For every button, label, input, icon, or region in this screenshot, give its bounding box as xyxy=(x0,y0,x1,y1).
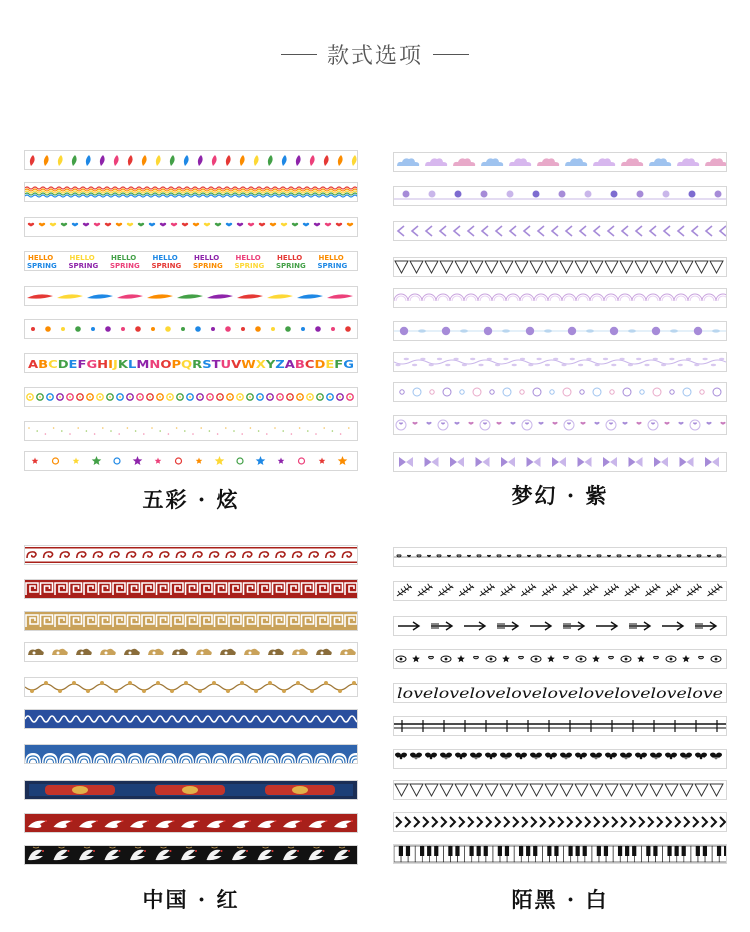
section-header xyxy=(0,34,750,74)
tape-strip-cloud-scroll xyxy=(24,545,358,565)
tape-strip-scallops xyxy=(393,288,727,308)
tape-strip-red-key-fret xyxy=(24,579,358,599)
header-left-line xyxy=(281,54,317,55)
svg-text:SPRING: SPRING xyxy=(276,262,306,270)
tape-strip-swirls xyxy=(393,382,727,402)
tape-strip-piano-keys xyxy=(393,844,727,864)
svg-text:HELLO: HELLO xyxy=(194,254,220,262)
svg-text:SPRING: SPRING xyxy=(27,262,57,270)
tape-strip-blue-sea-waves xyxy=(24,744,358,764)
svg-text:HELLO: HELLO xyxy=(318,254,344,262)
group-chinese xyxy=(24,545,358,875)
caption-dreamy: 梦幻 · 紫 xyxy=(511,483,609,508)
tape-strip-balloons xyxy=(393,186,727,206)
tape-strip-black-cranes xyxy=(24,845,358,865)
svg-text:HELLO: HELLO xyxy=(277,254,303,262)
svg-text:HELLO: HELLO xyxy=(235,254,261,262)
tape-strip-clouds xyxy=(393,152,727,172)
tape-strip-red-cranes xyxy=(24,813,358,833)
tape-strip-gold-key-fret xyxy=(24,611,358,631)
svg-text:SPRING: SPRING xyxy=(234,262,265,270)
tape-strip-dots xyxy=(24,319,358,339)
svg-text:SPRING: SPRING xyxy=(68,262,99,270)
tape-strip-feathers xyxy=(24,150,358,170)
tape-strip-arrows xyxy=(393,221,727,241)
caption-mono: 陌黑 · 白 xyxy=(511,887,609,912)
tape-strip-gold-clouds xyxy=(24,642,358,662)
tape-strip-tiny-hearts xyxy=(393,547,727,567)
header-right-line xyxy=(433,54,469,55)
svg-text:HELLO: HELLO xyxy=(111,254,137,262)
svg-text:SPRING: SPRING xyxy=(317,262,348,270)
group-colorful xyxy=(24,150,358,480)
tape-strip-arrows-doodle xyxy=(393,616,727,636)
tape-strip-enamel-panels xyxy=(24,780,358,800)
tape-strip-rainbow-waves xyxy=(24,182,358,202)
tape-strip-sparkles xyxy=(24,421,358,441)
svg-text:lovelovelovelovelovelovelovelo: lovelovelovelovelovelovelovelovelove xyxy=(397,686,723,702)
caption-chinese: 中国 · 红 xyxy=(142,887,240,912)
tape-strip-musical-lines xyxy=(393,716,727,736)
caption-colorful: 五彩 · 炫 xyxy=(142,487,240,512)
svg-text:SPRING: SPRING xyxy=(193,262,223,270)
svg-text:ABCDEFGHIJKLMNOPQRSTUVWXYZABCD: A B C D E F G H IJK L M N O P Q R S T U V W X Y Z A B C D E F G xyxy=(28,359,352,371)
tape-strip-alphabet xyxy=(24,353,358,373)
svg-text:HELLO: HELLO xyxy=(152,254,178,262)
tape-strip-hello-spring xyxy=(24,251,358,271)
tape-strip-bows xyxy=(393,452,727,472)
tape-strip-hearts xyxy=(24,217,358,237)
tape-strip-flowers xyxy=(24,387,358,407)
tape-strip-triangles xyxy=(393,257,727,277)
tape-strip-gold-flowers xyxy=(24,677,358,697)
svg-text:SPRING: SPRING xyxy=(151,262,182,270)
tape-strip-leaves xyxy=(393,352,727,372)
svg-text:SPRING: SPRING xyxy=(110,262,140,270)
tape-strip-eyes-stars xyxy=(393,649,727,669)
tape-strip-brush-strokes xyxy=(24,286,358,306)
tape-strip-chevrons xyxy=(393,812,727,832)
tape-strip-love-script xyxy=(393,683,727,703)
tape-strip-blue-waves xyxy=(24,709,358,729)
tape-strip-vines xyxy=(393,321,727,341)
tape-strip-hearts-circles xyxy=(393,415,727,435)
tape-strip-stars xyxy=(24,451,358,471)
page-title: 款式选项 xyxy=(326,43,423,69)
svg-text:HELLO: HELLO xyxy=(69,254,95,262)
group-mono xyxy=(393,547,727,877)
tape-strip-ferns xyxy=(393,581,727,601)
group-dreamy xyxy=(393,152,727,482)
tape-strip-triangles xyxy=(393,780,727,800)
svg-text:HELLO: HELLO xyxy=(28,254,54,262)
tape-strip-patterned-hearts xyxy=(393,749,727,769)
